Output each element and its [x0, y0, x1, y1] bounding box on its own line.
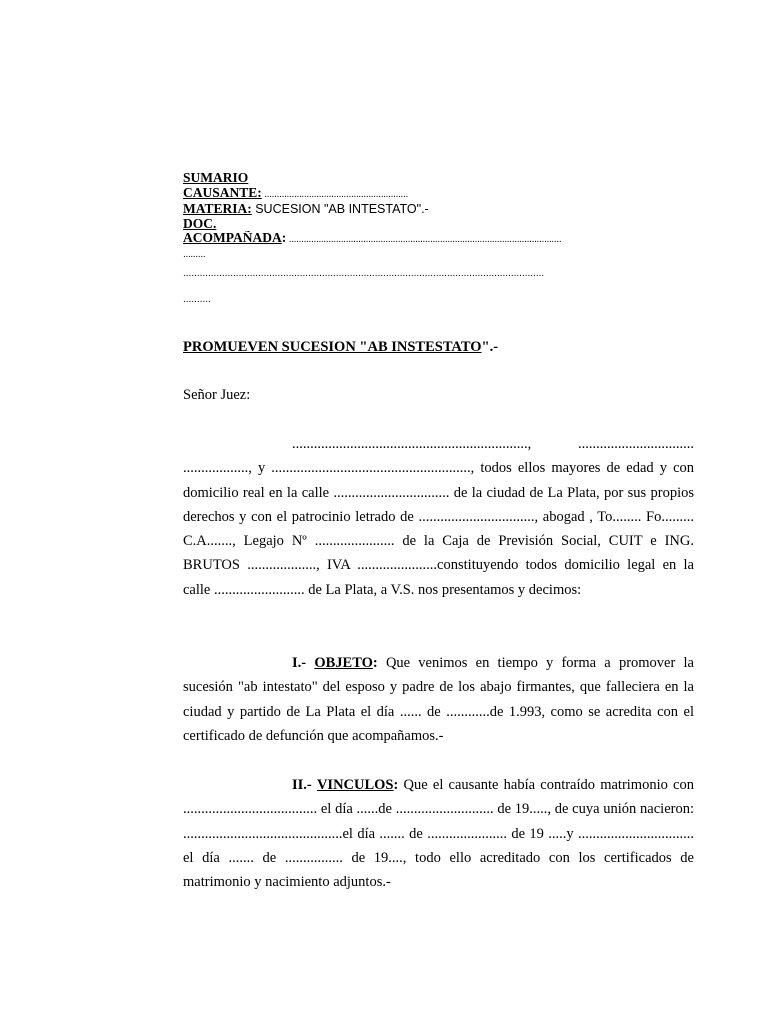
section1-text: Que venimos en tiempo y forma a promover la sucesión "ab intestato" del esposo y padre de los abajo firmantes, que falleciera en la ciudad y partido de La Plata el día ...... de ............de 1.993, como se acredita con el certificado de defunción que acompañamos.-: [183, 655, 694, 744]
extra-dotted-line: ..................................................................................................................................: [183, 268, 545, 279]
salutation: Señor Juez:: [183, 387, 251, 403]
causante-label: CAUSANTE:: [183, 184, 262, 200]
intro-text: ................................................................., ................................ .................., y ......................................................., todos ellos mayores de edad y con domicilio real en la calle ................................ de la ciudad de La Plata, por sus propios derechos y con el patrocinio letrado de ................................, abogad , To........ Fo......... C.A......., Legajo Nº ...................... de la Caja de Previsión Social, CUIT e ING. BRUTOS ..................., IVA ......................constituyendo todos domicilio legal en la calle ......................... de La Plata, a V.S. nos presentamos y decimos:: [183, 436, 694, 598]
section2-colon: :: [393, 777, 399, 793]
doc-label: DOC.: [183, 215, 217, 231]
section2-text: Que el causante había contraído matrimonio con ..................................... el día ......de ........................... de 19....., de cuya unión nacieron: ............................................el día ....... de ...................... de 19 .....y ................................ el día ....... de ................ de 19...., todo ello acreditado con los certificados de matrimonio y nacimiento adjuntos.-: [183, 777, 694, 891]
title-main: PROMUEVEN SUCESION "AB INSTESTATO: [183, 339, 482, 355]
section1-colon: :: [372, 655, 378, 671]
section2-heading: VINCULOS: [316, 777, 394, 793]
acompanada-label: ACOMPAÑADA: [183, 231, 282, 245]
intro-paragraph: [183, 432, 694, 602]
acompanada-colon: :: [281, 231, 287, 245]
materia-value: SUCESION "AB INTESTATO".-: [251, 202, 429, 216]
document-title: [183, 339, 498, 356]
section-objeto: [183, 651, 694, 748]
extra-dotted-line-end: ..........: [183, 294, 211, 305]
summary-heading: SUMARIO: [183, 170, 249, 185]
section-vinculos: [183, 773, 694, 894]
causante-value: ..........................................................: [261, 188, 408, 200]
section2-number: II.-: [292, 777, 312, 793]
title-suffix: ".-: [481, 339, 499, 355]
summary-block: [183, 171, 695, 262]
acompanada-value: ..............................................................................................................: [286, 234, 562, 245]
acompanada-wrap: .........: [183, 248, 206, 260]
section1-heading: OBJETO: [314, 655, 373, 671]
section1-number: I.-: [292, 655, 307, 671]
materia-label: MATERIA:: [183, 201, 252, 216]
